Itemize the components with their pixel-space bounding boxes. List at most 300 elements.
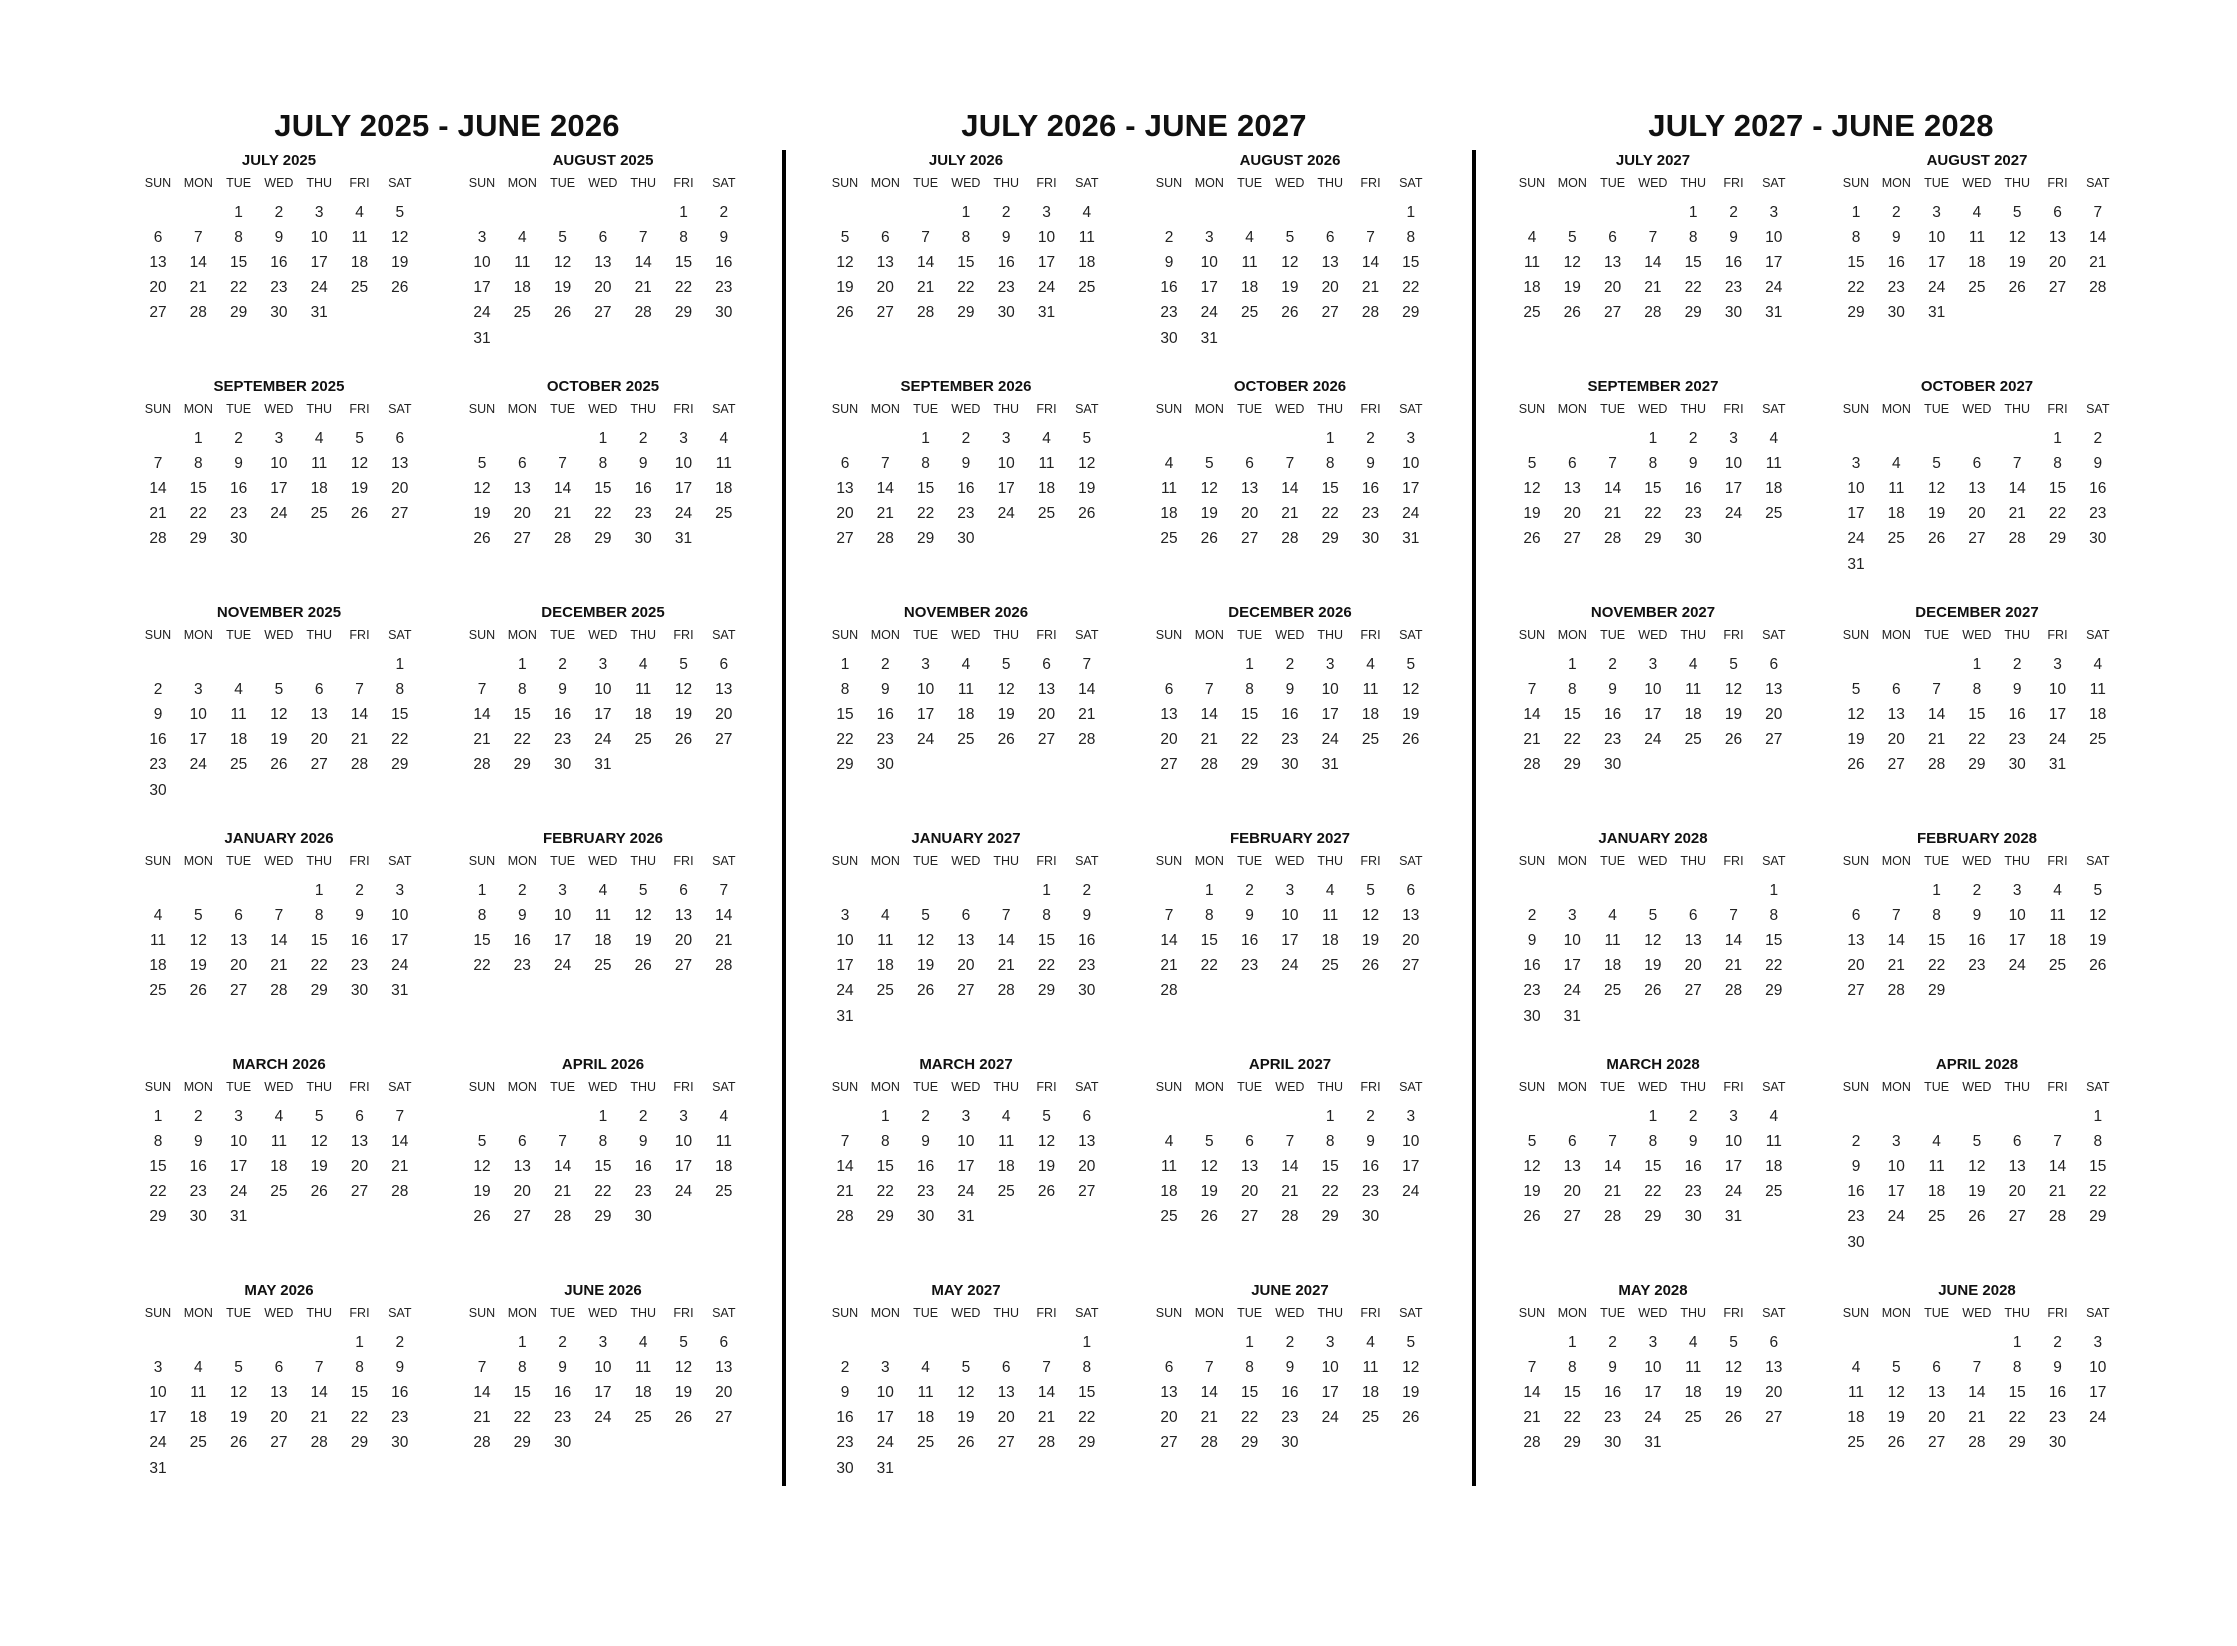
- day-cell: 20: [997, 1409, 1015, 1427]
- weekday-label: FRI: [349, 628, 370, 642]
- month-title: JANUARY 2026: [224, 830, 334, 847]
- week-row: [1149, 706, 1431, 728]
- day-cell: 19: [1523, 1183, 1541, 1201]
- day-cell: 12: [1402, 681, 1420, 699]
- day-cell: 20: [1321, 279, 1339, 297]
- day-cell: 3: [1285, 882, 1295, 899]
- weekday-label: SAT: [2086, 1080, 2110, 1094]
- weekday-label: SAT: [388, 402, 412, 416]
- day-cell: 1: [477, 882, 487, 899]
- day-cell: 27: [310, 756, 328, 774]
- week-row: [1836, 1409, 2118, 1431]
- weekday-label: WED: [1962, 854, 1992, 868]
- week-row: [138, 932, 420, 954]
- day-cell: 6: [153, 229, 163, 247]
- day-cell: 12: [1281, 254, 1299, 272]
- day-cell: 9: [517, 907, 527, 925]
- week-row: [1512, 681, 1794, 703]
- weekday-label: FRI: [349, 1080, 370, 1094]
- day-cell: 13: [1402, 907, 1420, 925]
- month-title: APRIL 2028: [1935, 1056, 2019, 1073]
- weekday-label: TUE: [226, 402, 252, 416]
- day-cell: 18: [634, 706, 652, 724]
- day-cell: 2: [1851, 1133, 1861, 1151]
- day-cell: 25: [1968, 279, 1986, 297]
- day-cell: 30: [997, 304, 1015, 322]
- day-cell: 15: [1321, 1158, 1339, 1176]
- day-cell: 20: [1887, 731, 1905, 749]
- day-cell: 22: [513, 731, 531, 749]
- day-cell: 15: [1563, 706, 1581, 724]
- day-cell: 1: [2053, 430, 2062, 447]
- day-cell: 12: [1927, 480, 1946, 498]
- weekday-label: MON: [1557, 854, 1587, 868]
- day-cell: 8: [1204, 907, 1214, 925]
- day-cell: 1: [193, 430, 203, 447]
- week-row: [462, 882, 744, 904]
- day-cell: 20: [1765, 706, 1783, 724]
- day-cell: 16: [229, 480, 248, 498]
- weekday-label: WED: [1275, 402, 1305, 416]
- weekday-header: [462, 176, 744, 198]
- month-title: JUNE 2028: [1938, 1282, 2016, 1299]
- day-cell: 3: [679, 1108, 688, 1125]
- week-row: [1512, 204, 1794, 226]
- day-cell: 5: [1851, 681, 1861, 699]
- weekday-label: THU: [630, 854, 657, 868]
- weekday-label: WED: [951, 1080, 981, 1094]
- day-cell: 24: [1644, 731, 1662, 749]
- weekday-label: MON: [1557, 628, 1587, 642]
- day-cell: 21: [310, 1409, 328, 1427]
- day-cell: 15: [310, 932, 328, 950]
- day-cell: 26: [916, 982, 935, 1000]
- day-cell: 6: [719, 1334, 729, 1351]
- day-cell: 21: [2048, 1183, 2067, 1201]
- month-title: DECEMBER 2027: [1915, 604, 2039, 621]
- day-cell: 6: [1567, 1133, 1577, 1151]
- month-title: OCTOBER 2026: [1233, 378, 1347, 395]
- day-cell: 28: [1927, 756, 1946, 774]
- day-cell: 20: [1968, 505, 1986, 523]
- week-row: [1149, 1133, 1431, 1155]
- weekday-label: SAT: [2086, 402, 2110, 416]
- weekday-header: [1836, 854, 2118, 876]
- day-cell: 12: [1078, 455, 1096, 473]
- weekday-label: THU: [993, 854, 1020, 868]
- day-cell: 4: [921, 1359, 930, 1377]
- day-cell: 6: [517, 1133, 527, 1151]
- week-row: [1149, 1208, 1431, 1230]
- weekday-label: TUE: [550, 176, 576, 190]
- week-row: [1512, 1108, 1794, 1130]
- day-cell: 17: [310, 254, 328, 272]
- day-cell: 13: [391, 455, 409, 473]
- weekday-label: THU: [2004, 854, 2031, 868]
- day-cell: 27: [350, 1183, 369, 1201]
- day-cell: 1: [1972, 656, 1982, 673]
- day-cell: 23: [876, 731, 894, 749]
- weekday-label: SUN: [144, 176, 172, 190]
- day-cell: 14: [2008, 480, 2026, 498]
- weekday-label: MON: [507, 628, 537, 642]
- day-cell: 26: [674, 1409, 693, 1427]
- day-cell: 25: [1684, 1409, 1702, 1427]
- day-cell: 30: [836, 1459, 854, 1477]
- week-row: [1512, 1008, 1794, 1030]
- day-cell: 10: [1563, 932, 1581, 950]
- day-cell: 24: [189, 756, 207, 774]
- day-cell: 22: [1563, 1409, 1581, 1427]
- day-cell: 6: [1245, 455, 1254, 473]
- month-title: JULY 2025: [241, 152, 317, 169]
- day-cell: 2: [1608, 656, 1617, 673]
- day-cell: 14: [1200, 706, 1218, 724]
- weekday-label: THU: [306, 628, 333, 642]
- day-cell: 13: [1240, 480, 1259, 498]
- day-cell: 20: [876, 279, 894, 297]
- weekday-label: FRI: [349, 1306, 370, 1320]
- day-cell: 6: [1042, 656, 1051, 673]
- day-cell: 22: [350, 1409, 369, 1427]
- day-cell: 13: [1160, 706, 1178, 724]
- day-cell: 19: [916, 957, 935, 975]
- week-row: [1836, 932, 2118, 954]
- day-cell: 17: [594, 706, 612, 724]
- day-cell: 19: [1927, 505, 1946, 523]
- day-cell: 13: [513, 480, 531, 498]
- day-cell: 5: [961, 1359, 971, 1377]
- day-cell: 28: [836, 1208, 854, 1226]
- weekday-header: [1836, 402, 2118, 424]
- day-cell: 29: [1321, 1208, 1339, 1226]
- weekday-label: WED: [588, 854, 618, 868]
- day-cell: 22: [1765, 957, 1783, 975]
- day-cell: 15: [2048, 480, 2067, 498]
- day-cell: 2: [1285, 656, 1295, 673]
- day-cell: 8: [477, 907, 487, 925]
- day-cell: 22: [1321, 505, 1339, 523]
- weekday-label: TUE: [550, 1306, 576, 1320]
- day-cell: 7: [1001, 907, 1011, 925]
- day-cell: 12: [189, 932, 207, 950]
- day-cell: 2: [1245, 882, 1254, 899]
- day-cell: 2: [2012, 656, 2022, 673]
- day-cell: 22: [2048, 505, 2067, 523]
- day-cell: 30: [1281, 756, 1299, 774]
- day-cell: 20: [836, 505, 854, 523]
- weekday-label: SUN: [1842, 402, 1870, 416]
- day-cell: 23: [1847, 1208, 1865, 1226]
- week-row: [138, 480, 420, 502]
- week-row: [138, 1158, 420, 1180]
- day-cell: 21: [1887, 957, 1905, 975]
- day-cell: 4: [193, 1359, 203, 1377]
- week-row: [138, 1208, 420, 1230]
- weekday-label: SUN: [1518, 628, 1546, 642]
- day-cell: 1: [598, 1108, 608, 1125]
- day-cell: 4: [1688, 656, 1698, 673]
- day-cell: 2: [1891, 204, 1901, 221]
- day-cell: 11: [2089, 681, 2106, 699]
- day-cell: 24: [1887, 1208, 1905, 1226]
- weekday-header: [138, 854, 420, 876]
- weekday-label: MON: [183, 1306, 213, 1320]
- day-cell: 30: [1847, 1233, 1865, 1251]
- day-cell: 31: [957, 1208, 975, 1226]
- day-cell: 25: [1321, 957, 1339, 975]
- week-row: [462, 907, 744, 929]
- weekday-label: TUE: [1237, 176, 1263, 190]
- day-cell: 20: [1037, 706, 1056, 724]
- day-cell: 11: [1241, 254, 1258, 272]
- day-cell: 23: [553, 731, 572, 749]
- day-cell: 12: [2089, 907, 2107, 925]
- day-cell: 3: [234, 1108, 243, 1125]
- day-cell: 6: [1608, 229, 1617, 247]
- day-cell: 5: [1285, 229, 1295, 247]
- day-cell: 2: [1001, 204, 1011, 221]
- weekday-header: [825, 628, 1107, 650]
- day-cell: 13: [513, 1158, 531, 1176]
- day-cell: 16: [149, 731, 167, 749]
- day-cell: 5: [1042, 1108, 1051, 1125]
- day-cell: 15: [1644, 480, 1662, 498]
- weekday-label: WED: [264, 1306, 294, 1320]
- day-cell: 2: [355, 882, 364, 899]
- day-cell: 25: [350, 279, 369, 297]
- day-cell: 27: [594, 304, 612, 322]
- day-cell: 11: [1160, 1158, 1178, 1176]
- day-cell: 17: [594, 1384, 612, 1402]
- day-cell: 10: [1887, 1158, 1905, 1176]
- calendar-period: [117, 108, 777, 1498]
- day-cell: 7: [840, 1133, 850, 1151]
- day-cell: 7: [1932, 681, 1941, 699]
- weekday-label: THU: [2004, 402, 2031, 416]
- day-cell: 3: [1932, 204, 1941, 221]
- day-cell: 8: [517, 1359, 527, 1377]
- day-cell: 4: [598, 882, 608, 899]
- day-cell: 13: [350, 1133, 369, 1151]
- day-cell: 12: [229, 1384, 248, 1402]
- weekday-label: WED: [264, 628, 294, 642]
- weekday-label: SUN: [1842, 854, 1870, 868]
- day-cell: 12: [473, 1158, 491, 1176]
- month-title: OCTOBER 2027: [1920, 378, 2034, 395]
- day-cell: 4: [2093, 656, 2103, 673]
- weekday-label: THU: [1317, 628, 1344, 642]
- day-cell: 11: [351, 229, 368, 247]
- day-cell: 22: [513, 1409, 531, 1427]
- day-cell: 17: [1724, 480, 1743, 498]
- weekday-label: WED: [264, 402, 294, 416]
- day-cell: 18: [1603, 957, 1622, 975]
- day-cell: 27: [513, 530, 531, 548]
- day-cell: 19: [473, 505, 491, 523]
- day-cell: 16: [1887, 254, 1905, 272]
- day-cell: 28: [1644, 304, 1662, 322]
- day-cell: 3: [2012, 882, 2022, 899]
- week-row: [1836, 1158, 2118, 1180]
- weekday-header: [825, 854, 1107, 876]
- weekday-label: TUE: [550, 628, 576, 642]
- day-cell: 27: [2008, 1208, 2026, 1226]
- weekday-label: THU: [993, 1080, 1020, 1094]
- day-cell: 16: [1078, 932, 1096, 950]
- weekday-label: FRI: [1036, 628, 1057, 642]
- day-cell: 16: [1361, 480, 1380, 498]
- weekday-header: [1512, 1306, 1794, 1328]
- week-row: [1512, 304, 1794, 326]
- day-cell: 20: [1563, 505, 1581, 523]
- weekday-label: WED: [1638, 402, 1668, 416]
- day-cell: 6: [1164, 681, 1174, 699]
- weekday-header: [462, 854, 744, 876]
- day-cell: 4: [961, 656, 971, 673]
- day-cell: 12: [391, 229, 409, 247]
- day-cell: 15: [1644, 1158, 1662, 1176]
- day-cell: 16: [1684, 480, 1702, 498]
- day-cell: 18: [1968, 254, 1986, 272]
- day-cell: 19: [1644, 957, 1662, 975]
- day-cell: 26: [391, 279, 409, 297]
- weekday-label: MON: [183, 628, 213, 642]
- weekday-label: WED: [951, 854, 981, 868]
- week-row: [138, 782, 420, 804]
- day-cell: 30: [149, 781, 167, 799]
- day-cell: 21: [553, 505, 572, 523]
- weekday-label: MON: [1194, 402, 1224, 416]
- day-cell: 20: [513, 1183, 531, 1201]
- day-cell: 21: [715, 932, 733, 950]
- weekday-label: WED: [1638, 1306, 1668, 1320]
- day-cell: 21: [2089, 254, 2107, 272]
- day-cell: 5: [1729, 1334, 1738, 1351]
- day-cell: 12: [310, 1133, 328, 1151]
- day-cell: 4: [1769, 1108, 1779, 1125]
- day-cell: 5: [395, 204, 405, 221]
- day-cell: 8: [1567, 681, 1577, 699]
- week-row: [825, 304, 1107, 326]
- day-cell: 12: [473, 480, 491, 498]
- day-cell: 29: [1240, 1434, 1259, 1452]
- weekday-label: SAT: [388, 628, 412, 642]
- day-cell: 26: [1037, 1183, 1056, 1201]
- day-cell: 12: [2008, 229, 2026, 247]
- day-cell: 20: [1927, 1409, 1946, 1427]
- week-row: [825, 530, 1107, 552]
- weekday-label: MON: [507, 1080, 537, 1094]
- day-cell: 6: [880, 229, 890, 247]
- day-cell: 6: [1001, 1359, 1011, 1377]
- day-cell: 10: [1927, 229, 1946, 247]
- week-row: [1836, 982, 2118, 1004]
- weekday-label: TUE: [1600, 1080, 1626, 1094]
- day-cell: 25: [916, 1434, 935, 1452]
- day-cell: 2: [719, 204, 729, 221]
- day-cell: 29: [1684, 304, 1702, 322]
- day-cell: 25: [997, 1183, 1015, 1201]
- weekday-label: MON: [183, 176, 213, 190]
- weekday-label: MON: [507, 1306, 537, 1320]
- day-cell: 20: [1078, 1158, 1096, 1176]
- weekday-label: THU: [630, 1080, 657, 1094]
- day-cell: 29: [594, 530, 612, 548]
- day-cell: 25: [1765, 505, 1783, 523]
- week-row: [1149, 480, 1431, 502]
- day-cell: 11: [1078, 229, 1095, 247]
- week-row: [1149, 304, 1431, 326]
- day-cell: 14: [1160, 932, 1178, 950]
- day-cell: 3: [558, 882, 567, 899]
- weekday-label: FRI: [349, 176, 370, 190]
- day-cell: 8: [1406, 229, 1416, 247]
- day-cell: 21: [473, 731, 491, 749]
- day-cell: 9: [880, 681, 890, 699]
- day-cell: 9: [355, 907, 364, 925]
- day-cell: 28: [1281, 530, 1299, 548]
- day-cell: 23: [350, 957, 369, 975]
- day-cell: 15: [513, 1384, 531, 1402]
- day-cell: 3: [880, 1359, 890, 1377]
- day-cell: 25: [1927, 1208, 1946, 1226]
- day-cell: 27: [1037, 731, 1056, 749]
- weekday-label: THU: [1680, 628, 1707, 642]
- weekday-label: SUN: [468, 402, 496, 416]
- week-row: [138, 1434, 420, 1456]
- day-cell: 24: [876, 1434, 894, 1452]
- day-cell: 6: [598, 229, 608, 247]
- day-cell: 18: [229, 731, 248, 749]
- day-cell: 11: [1847, 1384, 1865, 1402]
- weekday-label: THU: [1317, 402, 1344, 416]
- day-cell: 20: [957, 957, 975, 975]
- day-cell: 13: [1321, 254, 1339, 272]
- day-cell: 30: [1281, 1434, 1299, 1452]
- day-cell: 1: [598, 430, 608, 447]
- day-cell: 12: [957, 1384, 975, 1402]
- day-cell: 9: [1001, 229, 1011, 247]
- week-row: [462, 254, 744, 276]
- day-cell: 31: [594, 756, 612, 774]
- day-cell: 27: [391, 505, 409, 523]
- weekday-label: FRI: [1036, 176, 1057, 190]
- day-cell: 11: [230, 706, 247, 724]
- day-cell: 28: [1887, 982, 1905, 1000]
- day-cell: 17: [1321, 1384, 1339, 1402]
- day-cell: 24: [594, 731, 612, 749]
- weekday-label: FRI: [1723, 628, 1744, 642]
- weekday-label: FRI: [673, 628, 694, 642]
- month-title: JUNE 2027: [1251, 1282, 1329, 1299]
- day-cell: 22: [1078, 1409, 1096, 1427]
- day-cell: 4: [1688, 1334, 1698, 1351]
- weekday-label: FRI: [349, 402, 370, 416]
- day-cell: 3: [193, 681, 203, 699]
- week-row: [462, 204, 744, 226]
- weekday-header: [825, 402, 1107, 424]
- day-cell: 19: [1724, 1384, 1743, 1402]
- weekday-label: FRI: [2047, 1080, 2068, 1094]
- day-cell: 4: [1042, 430, 1051, 447]
- weekday-label: MON: [870, 176, 900, 190]
- weekday-label: FRI: [2047, 176, 2068, 190]
- day-cell: 30: [553, 756, 572, 774]
- weekday-label: TUE: [1924, 854, 1950, 868]
- day-cell: 17: [2008, 932, 2026, 950]
- day-cell: 7: [1608, 1133, 1617, 1151]
